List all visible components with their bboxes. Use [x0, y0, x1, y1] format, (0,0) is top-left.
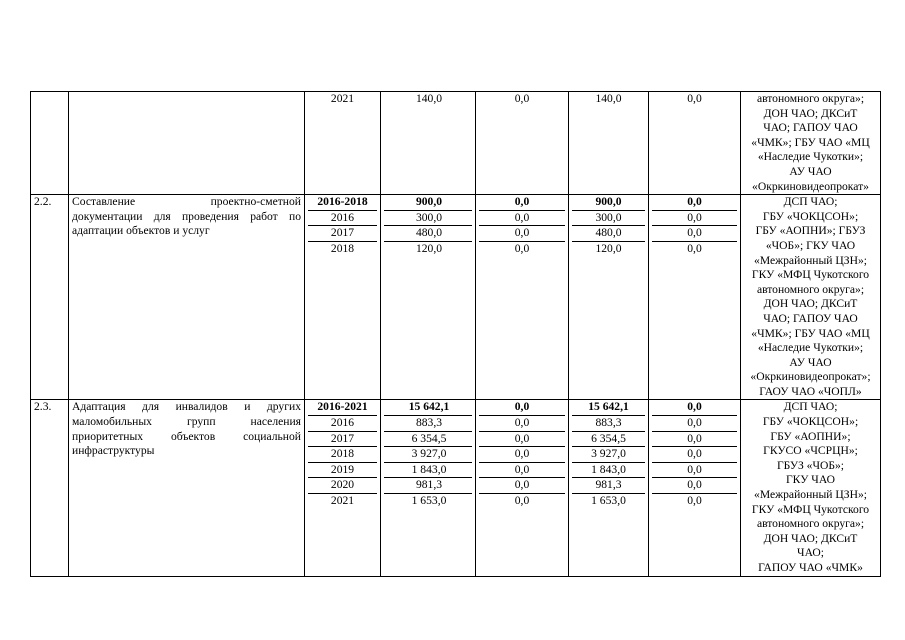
- responsible-line: «Окркиновидеопрокат»;: [750, 370, 871, 384]
- responsible-line: ЧАО; ГАПОУ ЧАО: [763, 311, 858, 325]
- responsible-executors: [741, 195, 881, 400]
- regional-budget-cell-column: [569, 400, 649, 576]
- total-cell-column: [381, 92, 476, 195]
- responsible-line: «Межрайонный ЦЗН»;: [754, 253, 867, 267]
- responsible-line: ГАПОУ ЧАО «ЧМК»: [758, 561, 863, 574]
- responsible-line: АУ ЧАО: [789, 164, 832, 178]
- federal-budget-cell: 0,0: [514, 92, 530, 105]
- federal-budget-cell: 0,0: [479, 431, 565, 447]
- period-cell: 2018: [308, 241, 377, 257]
- responsible-line: «Наследие Чукотки»;: [757, 150, 864, 164]
- total-cell: 140,0: [415, 92, 443, 105]
- regional-budget-cell: 1 653,0: [572, 493, 645, 509]
- other-funds-cell: 0,0: [687, 92, 702, 105]
- other-funds-cell: 0,0: [687, 195, 702, 209]
- responsible-line: АУ ЧАО: [789, 355, 832, 369]
- other-funds-cell-column: [649, 400, 741, 576]
- federal-budget-cell: 0,0: [479, 462, 565, 478]
- table-row: [31, 92, 881, 195]
- responsible-line: «ЧМК»; ГБУ ЧАО «МЦ: [751, 326, 870, 340]
- federal-budget-cell-column: [476, 92, 569, 195]
- total-cell: 6 354,5: [384, 431, 472, 447]
- total-cell: 480,0: [384, 225, 472, 241]
- row-number: [31, 92, 69, 195]
- federal-budget-cell-column: [476, 195, 569, 400]
- other-funds-cell: 0,0: [652, 431, 737, 447]
- federal-budget-cell: 0,0: [479, 210, 565, 226]
- responsible-line: ДСП ЧАО;: [783, 400, 838, 414]
- responsible-line: «ЧМК»; ГБУ ЧАО «МЦ: [751, 135, 870, 149]
- period-cell: 2016: [308, 415, 377, 431]
- responsible-executors: [741, 92, 881, 195]
- total-cell: 981,3: [384, 477, 472, 493]
- responsible-line: ДОН ЧАО; ДКСиТ: [763, 531, 858, 545]
- responsible-line: автономного округа»;: [756, 282, 865, 296]
- other-funds-cell: 0,0: [652, 493, 737, 509]
- other-funds-cell: 0,0: [652, 241, 737, 257]
- responsible-line: ГКУ «МФЦ Чукотского: [751, 268, 870, 282]
- responsible-line: ГБУЗ «ЧОБ»;: [776, 458, 845, 472]
- other-funds-cell: 0,0: [652, 225, 737, 241]
- row-number: 2.2.: [31, 195, 69, 400]
- responsible-executors: [741, 400, 881, 576]
- period-cell: 2016-2018: [317, 195, 368, 209]
- federal-budget-cell: 0,0: [479, 415, 565, 431]
- federal-budget-cell: 0,0: [514, 400, 530, 414]
- total-cell: 1 653,0: [384, 493, 472, 509]
- other-funds-cell-column: [649, 195, 741, 400]
- regional-budget-cell-column: [569, 195, 649, 400]
- period-cell: 2017: [308, 225, 377, 241]
- regional-budget-cell: 883,3: [572, 415, 645, 431]
- responsible-line: ГАОУ ЧАО «ЧОПЛ»: [759, 384, 862, 398]
- responsible-line: автономного округа»;: [756, 92, 865, 105]
- total-cell-column: [381, 400, 476, 576]
- period-cell: 2020: [308, 477, 377, 493]
- program-table: [30, 91, 881, 577]
- table-row: [31, 195, 881, 400]
- period-cell: 2021: [330, 92, 355, 105]
- regional-budget-cell: 300,0: [572, 210, 645, 226]
- other-funds-cell: 0,0: [652, 446, 737, 462]
- regional-budget-cell: 981,3: [572, 477, 645, 493]
- total-cell-column: [381, 195, 476, 400]
- other-funds-cell: 0,0: [652, 462, 737, 478]
- responsible-line: «Окркиновидеопрокат»: [752, 179, 869, 193]
- federal-budget-cell: 0,0: [514, 195, 530, 209]
- period-cell: 2019: [308, 462, 377, 478]
- period-cell-column: [305, 195, 381, 400]
- period-cell: 2016-2021: [317, 400, 368, 414]
- federal-budget-cell: 0,0: [479, 477, 565, 493]
- period-cell-column: [305, 92, 381, 195]
- federal-budget-cell: 0,0: [479, 225, 565, 241]
- regional-budget-cell-column: [569, 92, 649, 195]
- activity-name: Составление проектно-сметной документации для проведения работ по адаптации объектов и услуг: [69, 195, 305, 400]
- responsible-line: автономного округа»;: [756, 517, 865, 531]
- responsible-line: «Межрайонный ЦЗН»;: [754, 488, 867, 502]
- other-funds-cell: 0,0: [652, 415, 737, 431]
- regional-budget-cell: 900,0: [595, 195, 622, 209]
- regional-budget-cell: 6 354,5: [572, 431, 645, 447]
- period-cell: 2021: [308, 493, 377, 509]
- responsible-line: ДОН ЧАО; ДКСиТ: [763, 106, 858, 120]
- total-cell: 15 642,1: [408, 400, 450, 414]
- total-cell: 3 927,0: [384, 446, 472, 462]
- federal-budget-cell: 0,0: [479, 493, 565, 509]
- responsible-line: ЧАО; ГАПОУ ЧАО: [763, 121, 858, 135]
- responsible-line: ЧАО;: [797, 546, 824, 560]
- responsible-line: ГКУ ЧАО: [785, 473, 835, 487]
- period-cell: 2016: [308, 210, 377, 226]
- regional-budget-cell: 3 927,0: [572, 446, 645, 462]
- other-funds-cell-column: [649, 92, 741, 195]
- activity-name: [69, 92, 305, 195]
- total-cell: 120,0: [384, 241, 472, 257]
- period-cell: 2017: [308, 431, 377, 447]
- federal-budget-cell: 0,0: [479, 446, 565, 462]
- regional-budget-cell: 1 843,0: [572, 462, 645, 478]
- total-cell: 900,0: [415, 195, 443, 209]
- regional-budget-cell: 480,0: [572, 225, 645, 241]
- federal-budget-cell: 0,0: [479, 241, 565, 257]
- period-cell: 2018: [308, 446, 377, 462]
- regional-budget-cell: 140,0: [595, 92, 622, 105]
- period-cell-column: [305, 400, 381, 576]
- other-funds-cell: 0,0: [652, 477, 737, 493]
- total-cell: 300,0: [384, 210, 472, 226]
- total-cell: 883,3: [384, 415, 472, 431]
- row-number: 2.3.: [31, 400, 69, 576]
- regional-budget-cell: 15 642,1: [588, 400, 629, 414]
- other-funds-cell: 0,0: [652, 210, 737, 226]
- table-body: [31, 92, 881, 577]
- responsible-line: ГБУ «ЧОКЦСОН»;: [762, 209, 859, 223]
- responsible-line: ГБУ «АОПНИ»;: [770, 429, 851, 443]
- other-funds-cell: 0,0: [687, 400, 702, 414]
- responsible-line: ГКУ «МФЦ Чукотского: [751, 502, 870, 516]
- table-row: [31, 400, 881, 576]
- responsible-line: «Наследие Чукотки»;: [757, 341, 864, 355]
- federal-budget-cell-column: [476, 400, 569, 576]
- regional-budget-cell: 120,0: [572, 241, 645, 257]
- responsible-line: ГКУСО «ЧСРЦН»;: [763, 444, 858, 458]
- activity-name: Адаптация для инвалидов и других маломобильных групп населения приоритетных объектов социальной инфраструктуры: [69, 400, 305, 576]
- responsible-line: ГБУ «ЧОКЦСОН»;: [762, 415, 859, 429]
- responsible-line: ДСП ЧАО;: [783, 195, 838, 209]
- responsible-line: ГБУ «АОПНИ»; ГБУЗ: [755, 224, 866, 238]
- responsible-line: «ЧОБ»; ГКУ ЧАО: [765, 238, 856, 252]
- responsible-line: ДОН ЧАО; ДКСиТ: [763, 297, 858, 311]
- total-cell: 1 843,0: [384, 462, 472, 478]
